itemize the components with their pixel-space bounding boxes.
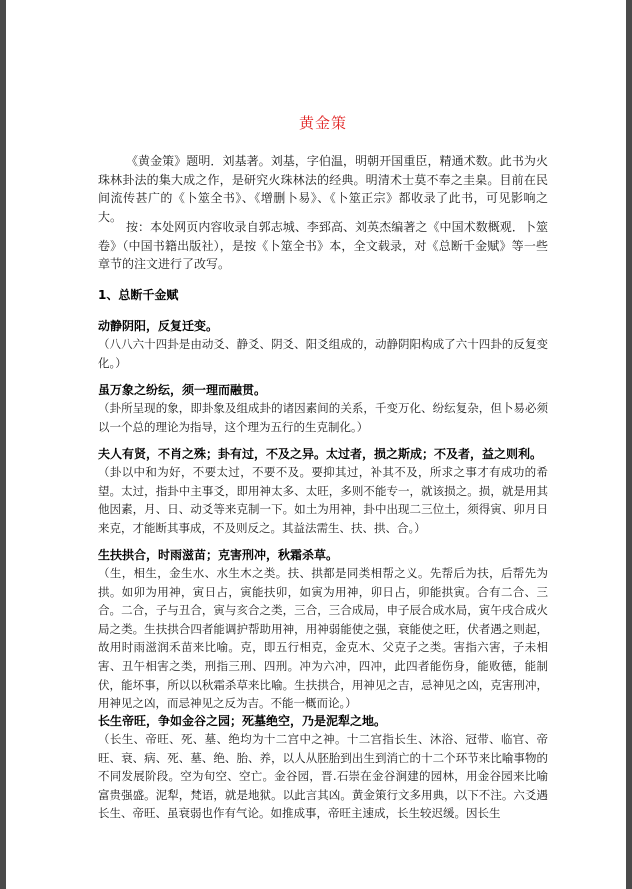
verse-line: 动静阴阳，反复迁变。 xyxy=(98,319,219,333)
document-page xyxy=(6,0,626,889)
verse-line: 虽万象之纷纭，须一理而融贯。 xyxy=(98,383,267,397)
viewer-right-margin xyxy=(626,0,632,889)
section-heading: 1、总断千金赋 xyxy=(98,288,179,302)
verse-line: 生扶拱合，时雨滋苗；克害刑冲，秋霜杀草。 xyxy=(98,548,339,562)
verse-comment: （卦所呈现的象，即卦象及组成卦的诸因素间的关系，千变万化、纷纭复杂，但卜易必须以一个总的理论为指导，这个理为五行的生克制化。） xyxy=(98,401,548,434)
verse-line: 长生帝旺，争如金谷之园；死墓绝空，乃是泥犁之地。 xyxy=(98,714,387,728)
document-title: 黄金策 xyxy=(298,114,347,132)
verse-comment: （八八六十四卦是由动爻、静爻、阴爻、阳爻组成的，动静阴阳构成了六十四卦的反复变化。） xyxy=(98,337,548,370)
verse-comment: （卦以中和为好，不要太过，不要不及。要抑其过，补其不及，所求之事才有成功的希望。太过，指卦中主事爻，即用神太多、太旺，多则不能专一，就该损之。损，就是用其他因素，月、日、动爻等来克制一下。如土为用神，卦中出现二三位土，须得寅、卯月日来克，才能断其事成，不及则反之。其益法需生、扶、拱、合。） xyxy=(98,465,548,535)
source-note-paragraph: 按：本处网页内容收录自郭志城、李郅高、刘英杰编著之《中国术数概观．卜筮卷》（中国书籍出版社），是按《卜筮全书》本，全文载录，对《总断千金赋》等一些章节的注文进行了改写。 xyxy=(98,220,548,271)
intro-paragraph: 《黄金策》题明．刘基著。刘基，字伯温，明朝开国重臣，精通术数。此书为火珠林卦法的集大成之作，是研究火珠林法的经典。明清术士莫不奉之圭臬。目前在民间流传甚广的《卜筮全书》、《增删卜易》、《卜筮正宗》都收录了此书，可见影响之大。 xyxy=(98,154,548,224)
verse-comment: （生，相生，金生水、水生木之类。扶、拱都是同类相帮之义。先帮后为扶，后帮先为拱。如卯为用神，寅日占，寅能扶卯，如寅为用神，卯日占，卯能拱寅。合有二合、三合。二合，子与丑合，寅与亥合之类，三合，三合成局，申子辰合成水局，寅午戌合成火局之类。生扶拱合四者能调护帮助用神，用神弱能使之强，衰能使之旺，伏者遇之则起，故用时雨滋润禾苗来比喻。克，即五行相克，金克木、父克子之类。害指六害，子未相害、丑午相害之类，刑指三刑、四刑。冲为六冲，四冲，此四者能伤身，能败德，能制伏，能坏事，所以以秋霜杀草来比喻。生扶拱合，用神见之吉，忌神见之凶，克害刑冲，用神见之凶，而忌神见之反为吉。不能一概而论。） xyxy=(98,566,548,711)
verse-line: 夫人有贤，不肖之殊；卦有过，不及之异。太过者，损之斯成；不及者，益之则利。 xyxy=(98,447,543,461)
verse-comment: （长生、帝旺、死、墓、绝均为十二宫中之神。十二宫指长生、沐浴、冠带、临官、帝旺、衰、病、死、墓、绝、胎、养，以人从胚胎到出生到消亡的十二个环节来比喻事物的不同发展阶段。空为旬空、空亡。金谷园，晋.石崇在金谷涧建的园林，用金谷园来比喻富贵强盛。泥犁，梵语，就是地狱。以此言其凶。黄金策行文多用典，以下不注。六爻遇长生、帝旺、虽衰弱也作有气论。如推成事，帝旺主速成，长生较迟缓。因长生 xyxy=(98,732,548,821)
